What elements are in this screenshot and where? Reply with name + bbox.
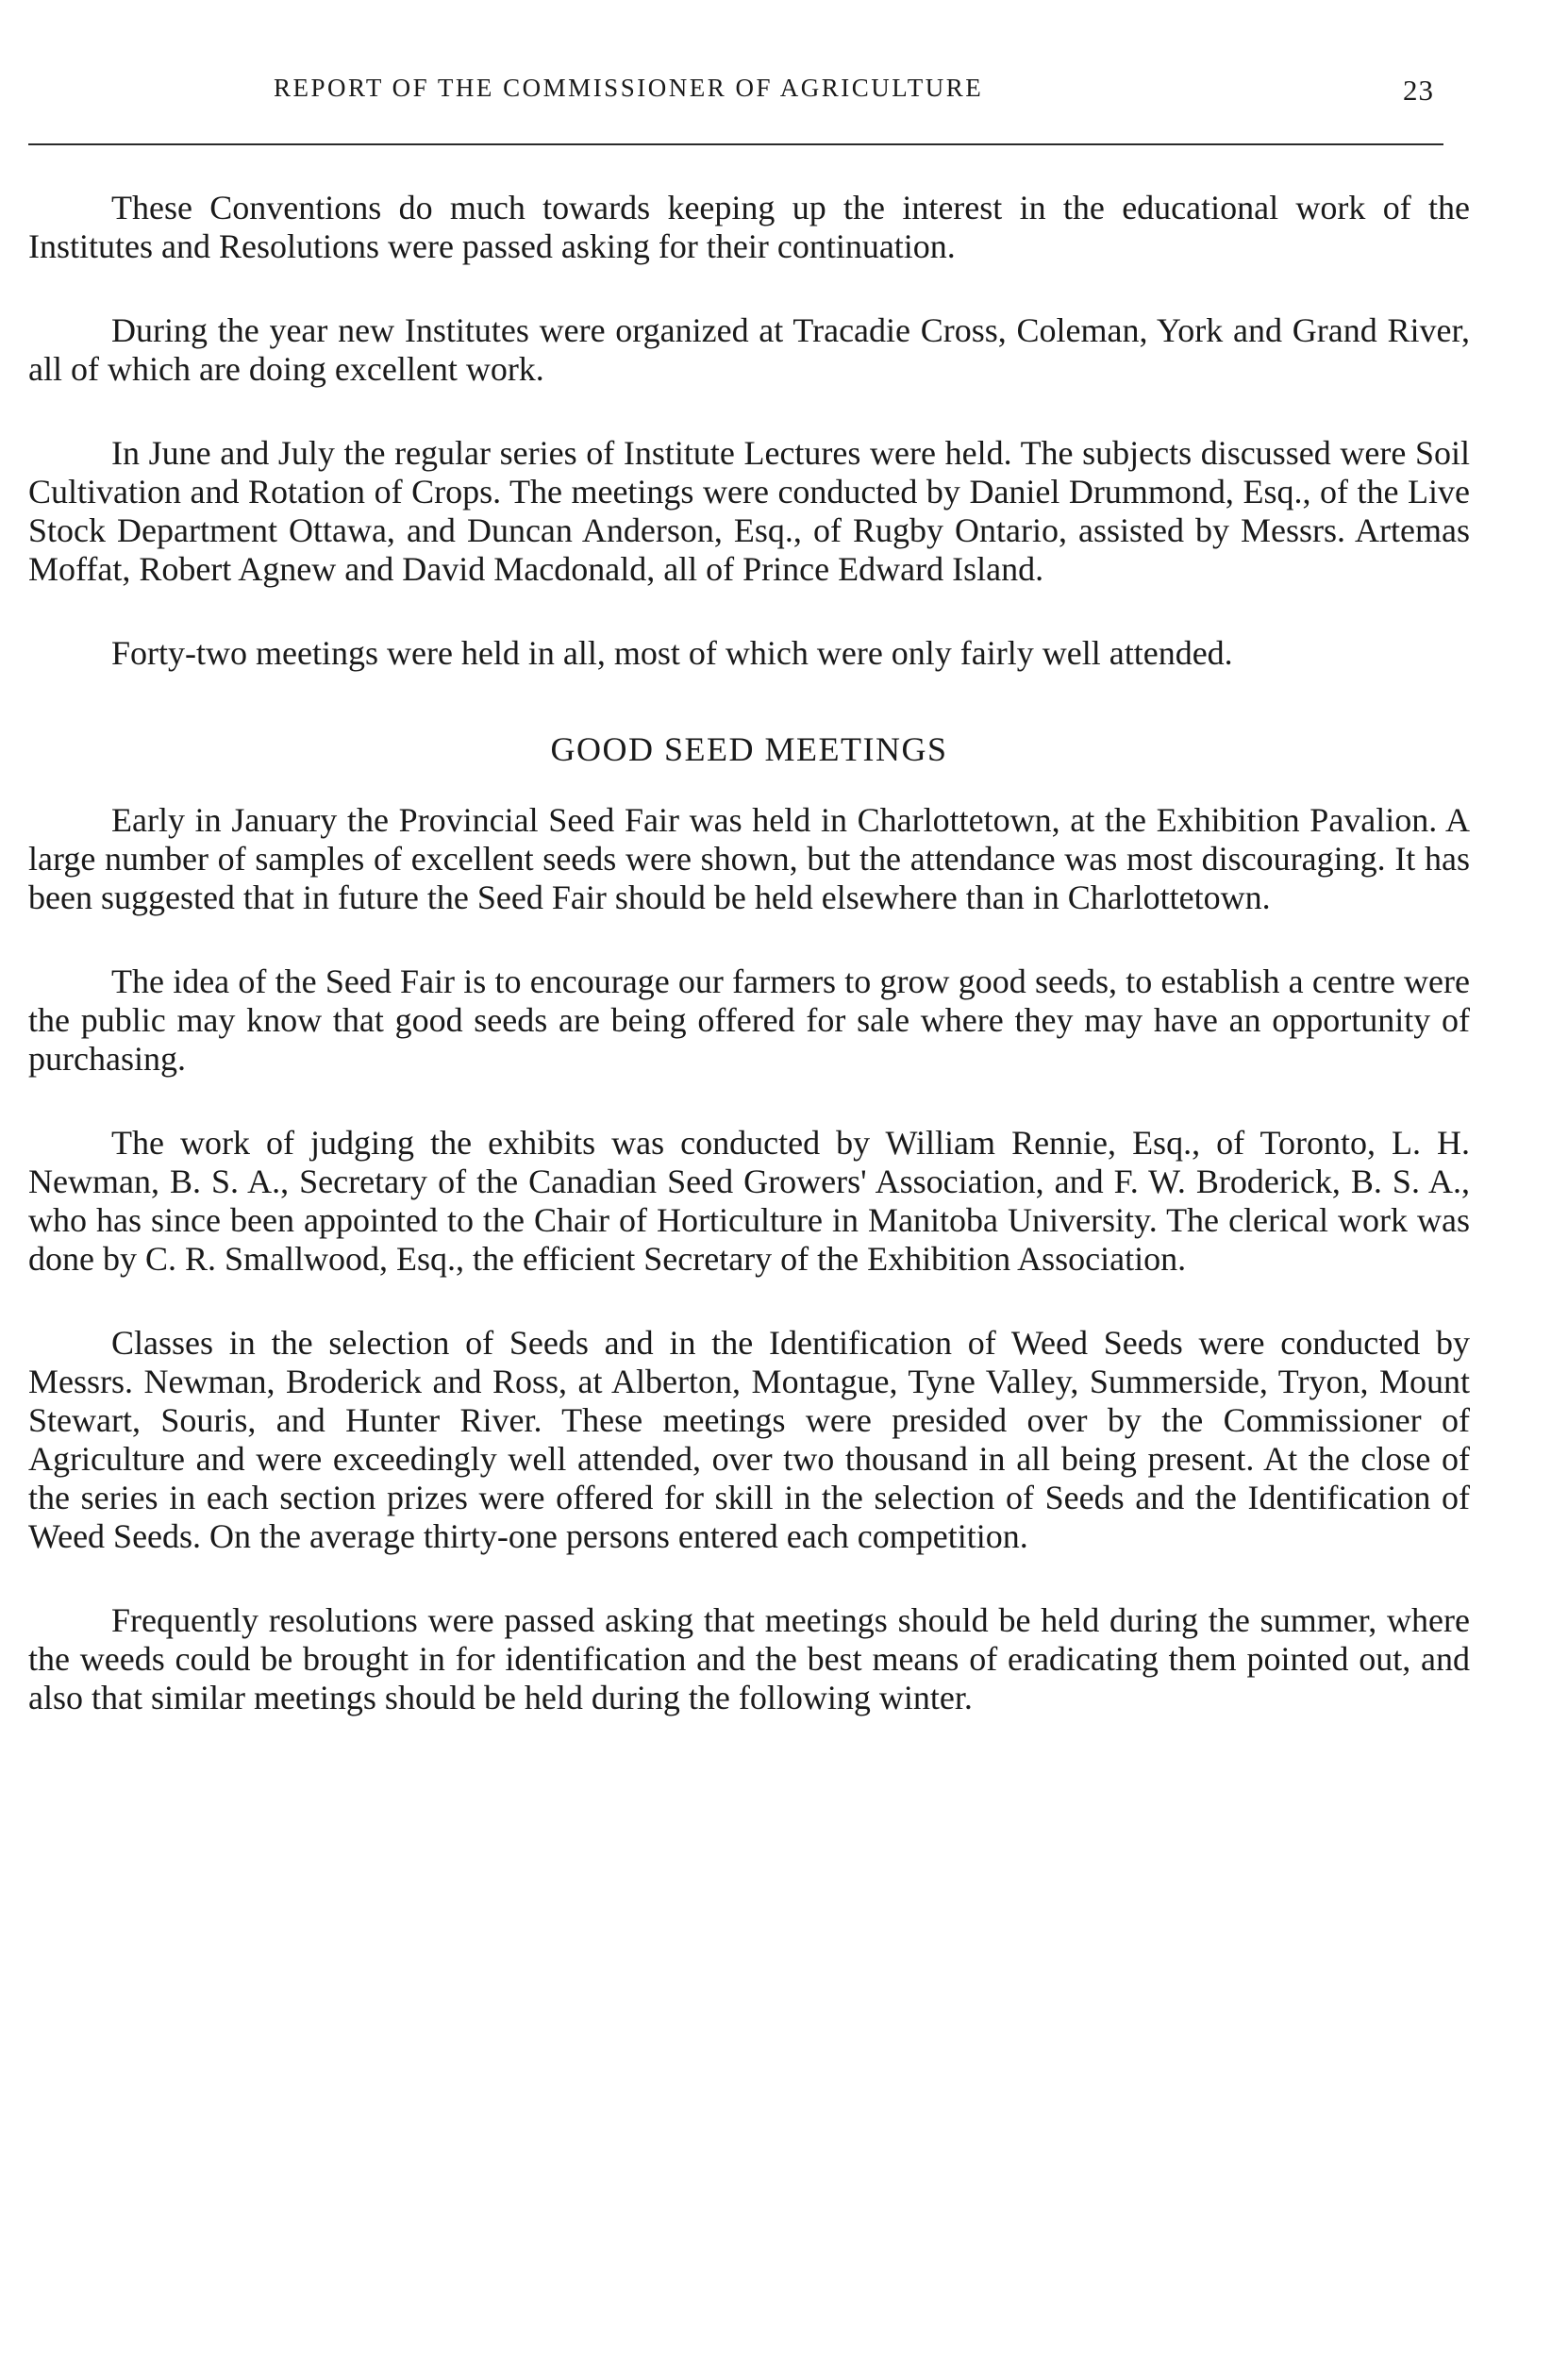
paragraph-seed-fair-idea: The idea of the Seed Fair is to encourage our farmers to grow good seeds, to establish a centre were the public may know that good seeds are being offered for sale where they may have an opportunity of purchasing. xyxy=(28,962,1470,1078)
paragraph-new-institutes: During the year new Institutes were organized at Tracadie Cross, Coleman, York and Grand River, all of which are doing excellent work. xyxy=(28,311,1470,388)
paragraph-meetings-attendance: Forty-two meetings were held in all, most of which were only fairly well attended. xyxy=(111,634,1233,672)
paragraph-conventions: These Conventions do much towards keeping up the interest in the educational work of the Institutes and Resolutions were passed asking for their continuation. xyxy=(28,189,1470,265)
header-rule xyxy=(28,143,1443,145)
paragraph-institute-lectures: In June and July the regular series of Institute Lectures were held. The subjects discussed were Soil Cultivation and Rotation of Crops. The meetings were conducted by Daniel Drummond, Esq., of the Live Stock Department Ottawa, and Duncan Anderson, Esq., of Rugby Ontario, assisted by Messrs. Artemas Moffat, Robert Agnew and David Macdonald, all of Prince Edward Island. xyxy=(28,434,1470,588)
page-number: 23 xyxy=(1403,74,1434,107)
paragraph-resolutions: Frequently resolutions were passed asking that meetings should be held during the summer, where the weeds could be brought in for identification and the best means of eradicating them pointed out, and also that similar meetings should be held during the following winter. xyxy=(28,1601,1470,1716)
paragraph-classes: Classes in the selection of Seeds and in the Identification of Weed Seeds were conducted by Messrs. Newman, Broderick and Ross, at Alberton, Montague, Tyne Valley, Summerside, Tryon, Mount Stewart, Souris, and Hunter River. These meetings were presided over by the Commissioner of Agriculture and were exceedingly well attended, over two thousand in all being present. At the close of the series in each section prizes were offered for skill in the selection of Seeds and the Identification of Weed Seeds. On the average thirty-one persons entered each competition. xyxy=(28,1324,1470,1555)
running-header-title: REPORT OF THE COMMISSIONER OF AGRICULTURE xyxy=(274,74,984,102)
section-heading: GOOD SEED MEETINGS xyxy=(550,730,948,768)
page-body xyxy=(28,189,1470,1763)
paragraph-judging: The work of judging the exhibits was conducted by William Rennie, Esq., of Toronto, L. H. Newman, B. S. A., Secretary of the Canadian Seed Growers' Association, and F. W. Broderick, B. S. A., who has since been appointed to the Chair of Horticulture in Manitoba University. The clerical work was done by C. R. Smallwood, Esq., the efficient Secretary of the Exhibition Association. xyxy=(28,1124,1470,1278)
running-header xyxy=(274,74,1434,130)
paragraph-seed-fair: Early in January the Provincial Seed Fair was held in Charlottetown, at the Exhibition Pavalion. A large number of samples of excellent seeds were shown, but the attendance was most discouraging. It has been suggested that in future the Seed Fair should be held elsewhere than in Charlottetown. xyxy=(28,801,1470,916)
